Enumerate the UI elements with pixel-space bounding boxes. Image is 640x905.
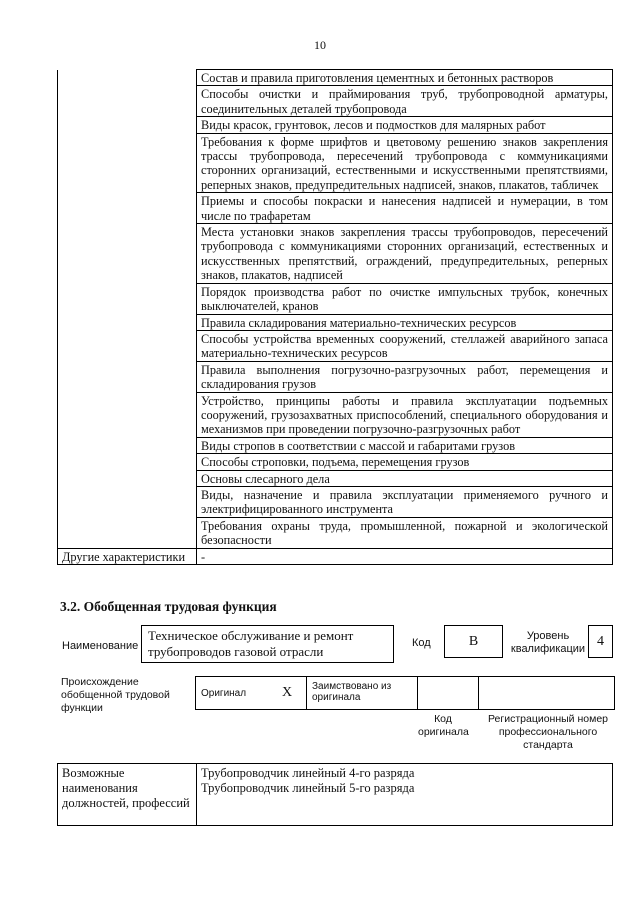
- requirement-left-cell: [58, 117, 197, 133]
- page-number: 10: [314, 38, 326, 52]
- requirement-text: Устройство, принципы работы и правила эксплуатации подъемных сооружений, грузозахватных приспособлений, специального оборудования и механизмов при проведении погрузочно-разгрузочных работ: [197, 392, 613, 437]
- requirement-row: [58, 70, 613, 86]
- requirement-text: Виды, назначение и правила эксплуатации применяемого ручного и электрифицированного инструмента: [197, 486, 613, 517]
- requirement-text: Места установки знаков закрепления трассы трубопроводов, пересечений трубопровода с коммуникациями сторонних организаций, естественных и искусственных препятствий, ограждений, предупредительных, реперных знаков, плакатов, надписей: [197, 224, 613, 284]
- requirement-row: [58, 470, 613, 486]
- requirement-row: [58, 117, 613, 133]
- other-characteristics-row: [58, 548, 613, 564]
- requirement-row: [58, 392, 613, 437]
- requirement-text: Порядок производства работ по очистке импульсных трубок, конечных выключателей, кранов: [197, 283, 613, 314]
- requirement-left-cell: [58, 314, 197, 330]
- requirement-row: [58, 437, 613, 453]
- code-original-caption: Код оригинала: [418, 713, 469, 738]
- origin-label: Происхождение обобщенной трудовой функции: [61, 676, 170, 714]
- positions-label: Возможные наименования должностей, профессий: [58, 764, 197, 826]
- position-item: Трубопроводчик линейный 4-го разряда: [201, 766, 415, 780]
- requirement-text: Способы очистки и праймирования труб, трубопроводной арматуры, соединительных деталей трубопровода: [197, 86, 613, 117]
- positions-list: [197, 764, 613, 826]
- origin-reg-cell: [479, 677, 615, 710]
- origin-code-cell: [418, 677, 479, 710]
- requirement-left-cell: [58, 470, 197, 486]
- requirement-text: Требования к форме шрифтов и цветовому решению знаков закрепления трассы трубопровода, пересечений трубопровода с коммуникациями сторонних организаций, естественными и искусственными препятствиями, реперных знаков, предупредительных надписей, знаков, плакатов, табличек: [197, 133, 613, 193]
- requirement-text: Виды стропов в соответствии с массой и габаритами грузов: [197, 437, 613, 453]
- requirement-text: Требования охраны труда, промышленной, пожарной и экологической безопасности: [197, 517, 613, 548]
- code-label: Код: [412, 637, 431, 649]
- requirement-text: Способы устройства временных сооружений, стеллажей аварийного запаса материально-технических ресурсов: [197, 330, 613, 361]
- requirement-left-cell: [58, 133, 197, 193]
- requirement-left-cell: [58, 283, 197, 314]
- other-label: Другие характеристики: [58, 548, 197, 564]
- requirement-left-cell: [58, 224, 197, 284]
- requirement-row: [58, 361, 613, 392]
- requirement-left-cell: [58, 392, 197, 437]
- requirement-left-cell: [58, 454, 197, 470]
- requirement-text: Правила выполнения погрузочно-разгрузочных работ, перемещения и складирования грузов: [197, 361, 613, 392]
- requirement-left-cell: [58, 330, 197, 361]
- original-label: Оригинал: [196, 677, 269, 710]
- level-value: 4: [588, 625, 613, 658]
- code-value: В: [444, 625, 503, 658]
- requirement-row: [58, 517, 613, 548]
- name-label: Наименование: [62, 640, 139, 652]
- positions-table: [57, 763, 613, 826]
- requirement-row: [58, 224, 613, 284]
- requirement-row: [58, 283, 613, 314]
- requirement-left-cell: [58, 193, 197, 224]
- registration-caption: Регистрационный номер профессионального стандарта: [488, 713, 608, 751]
- requirement-row: [58, 486, 613, 517]
- requirement-left-cell: [58, 70, 197, 86]
- level-label: Уровень квалификации: [510, 630, 586, 655]
- original-mark: Х: [268, 677, 307, 710]
- requirement-left-cell: [58, 486, 197, 517]
- requirement-left-cell: [58, 517, 197, 548]
- requirement-left-cell: [58, 86, 197, 117]
- requirement-text: Правила складирования материально-технических ресурсов: [197, 314, 613, 330]
- requirement-row: [58, 193, 613, 224]
- requirement-text: Виды красок, грунтовок, лесов и подмостков для малярных работ: [197, 117, 613, 133]
- position-item: Трубопроводчик линейный 5-го разряда: [201, 781, 415, 795]
- requirement-row: [58, 133, 613, 193]
- requirement-row: [58, 314, 613, 330]
- function-name: Техническое обслуживание и ремонт трубопроводов газовой отрасли: [141, 625, 394, 663]
- knowledge-table: [57, 69, 613, 565]
- section-title: 3.2. Обобщенная трудовая функция: [60, 599, 277, 614]
- borrowed-label: Заимствовано из оригинала: [307, 677, 418, 710]
- requirement-row: [58, 86, 613, 117]
- requirement-row: [58, 454, 613, 470]
- requirement-text: Состав и правила приготовления цементных и бетонных растворов: [197, 70, 613, 86]
- requirement-text: Приемы и способы покраски и нанесения надписей и нумерации, в том числе по трафаретам: [197, 193, 613, 224]
- requirement-left-cell: [58, 361, 197, 392]
- requirement-text: Основы слесарного дела: [197, 470, 613, 486]
- requirement-row: [58, 330, 613, 361]
- requirement-text: Способы строповки, подъема, перемещения грузов: [197, 454, 613, 470]
- origin-table: [195, 676, 615, 710]
- other-value: -: [197, 548, 613, 564]
- requirement-left-cell: [58, 437, 197, 453]
